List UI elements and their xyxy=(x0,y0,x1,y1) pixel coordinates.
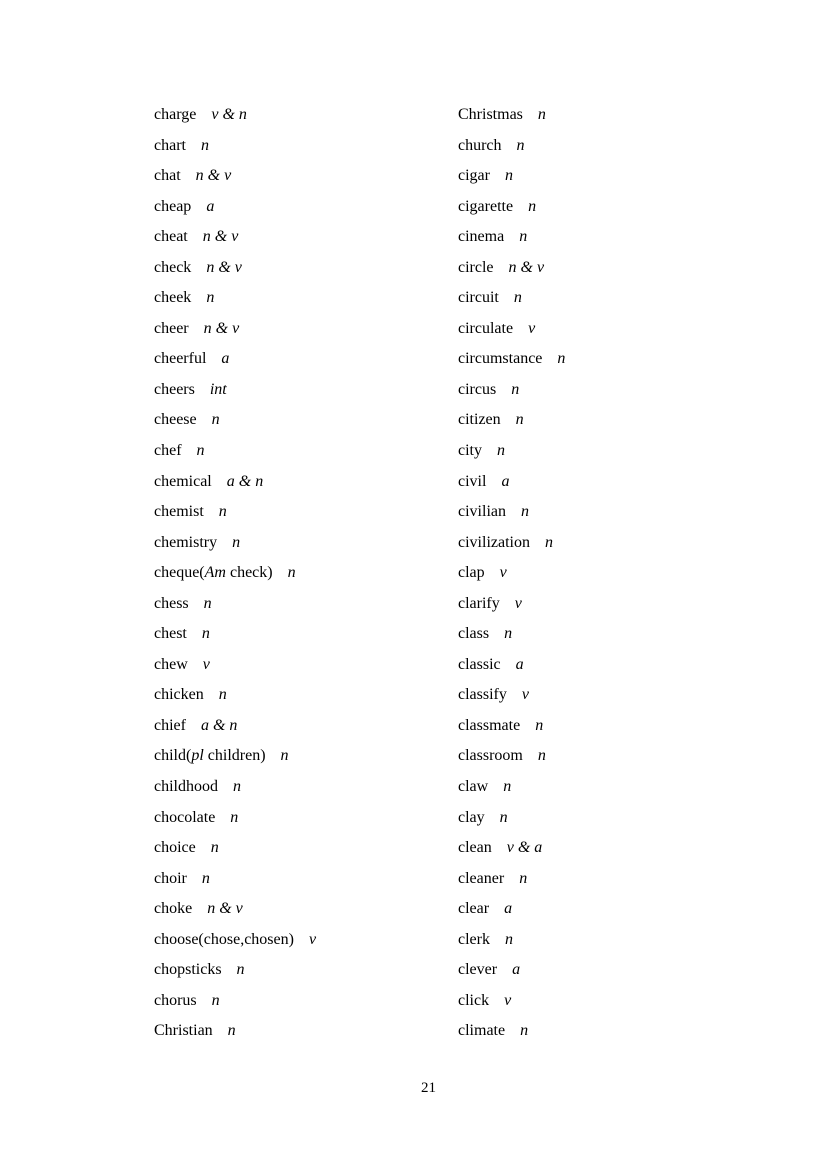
entry-pos: n & v xyxy=(207,900,243,918)
entry-word: circle xyxy=(458,258,494,276)
entry-pos: a xyxy=(221,350,230,368)
entry-pos: n xyxy=(200,136,209,154)
word-entry xyxy=(154,380,316,411)
entry-word: Christian xyxy=(154,1022,213,1040)
entry-word: chemical xyxy=(154,472,212,490)
word-entry xyxy=(458,594,565,625)
entry-word: classmate xyxy=(458,716,521,734)
word-entry xyxy=(154,624,316,655)
entry-word: cheap xyxy=(154,197,192,215)
entry-pos: v xyxy=(521,686,529,704)
entry-pos: a xyxy=(515,655,524,673)
entry-pos: n xyxy=(535,716,544,734)
entry-word: civilian xyxy=(458,503,506,521)
entry-word: clay xyxy=(458,808,485,826)
entry-word: choke xyxy=(154,900,193,918)
word-entry xyxy=(458,166,565,197)
entry-word: clap xyxy=(458,564,485,582)
entry-word: chicken xyxy=(154,686,204,704)
entry-word: chopsticks xyxy=(154,961,222,979)
entry-pos: n xyxy=(557,350,566,368)
entry-pos: n xyxy=(280,747,289,765)
entry-pos: a xyxy=(512,961,521,979)
word-entry xyxy=(458,410,565,441)
entry-word: citizen xyxy=(458,411,501,429)
entry-word: civilization xyxy=(458,533,530,551)
entry-word: climate xyxy=(458,1022,506,1040)
entry-pos: n xyxy=(537,747,546,765)
page-number: 21 xyxy=(421,1080,436,1096)
entry-pos: n xyxy=(528,197,537,215)
entry-word: chess xyxy=(154,594,189,612)
entry-word: choice xyxy=(154,839,196,857)
entry-word: cheerful xyxy=(154,350,207,368)
word-entry xyxy=(154,777,316,808)
entry-pos: n & v xyxy=(203,319,240,337)
entry-word: choose(chose,chosen) xyxy=(154,930,294,948)
entry-word: clear xyxy=(458,900,490,918)
word-entry xyxy=(458,930,565,961)
word-entry xyxy=(154,716,316,747)
entry-pos: v xyxy=(514,594,522,612)
entry-word-italic-part: pl xyxy=(191,747,204,765)
word-entry xyxy=(458,838,565,869)
entry-pos: n xyxy=(511,380,520,398)
entry-pos: n xyxy=(233,778,241,796)
entry-pos: a & n xyxy=(226,472,264,490)
entry-word-italic-part: Am xyxy=(204,564,226,582)
word-entry xyxy=(458,349,565,380)
word-entry xyxy=(458,533,565,564)
entry-pos: v xyxy=(308,930,317,948)
word-entry xyxy=(154,319,316,350)
word-entry xyxy=(458,197,565,228)
entry-pos: v & n xyxy=(211,106,247,123)
entry-pos: n xyxy=(227,1022,236,1040)
entry-pos: n xyxy=(211,411,220,429)
word-list-column-left xyxy=(154,105,316,1052)
word-entry xyxy=(458,105,565,136)
word-entry xyxy=(154,349,316,380)
word-entry xyxy=(154,869,316,900)
entry-word: chew xyxy=(154,655,188,673)
entry-word: childhood xyxy=(154,778,218,796)
word-entry xyxy=(154,197,316,228)
word-entry xyxy=(154,899,316,930)
entry-word: cheese xyxy=(154,411,197,429)
word-entry xyxy=(154,166,316,197)
entry-word: clarify xyxy=(458,594,500,612)
word-entry xyxy=(154,533,316,564)
entry-word: click xyxy=(458,991,490,1009)
word-entry xyxy=(154,105,316,136)
word-entry xyxy=(154,1021,316,1052)
entry-word: child(pl children) xyxy=(154,747,266,765)
entry-word: classic xyxy=(458,655,501,673)
entry-pos: a xyxy=(504,900,513,918)
entry-pos: n xyxy=(499,808,508,826)
entry-word: cheque(Am check) xyxy=(154,564,273,582)
entry-word: circumstance xyxy=(458,350,543,368)
entry-pos: n xyxy=(504,625,513,643)
word-entry xyxy=(458,319,565,350)
word-entry xyxy=(458,685,565,716)
entry-pos: n & v xyxy=(206,258,242,276)
entry-pos: v xyxy=(504,991,512,1009)
word-entry xyxy=(154,960,316,991)
word-entry xyxy=(458,746,565,777)
entry-word: civil xyxy=(458,472,487,490)
word-entry xyxy=(458,991,565,1022)
entry-word: cigar xyxy=(458,167,490,185)
entry-word: cinema xyxy=(458,228,505,246)
entry-pos: n xyxy=(519,869,528,887)
word-entry xyxy=(458,960,565,991)
entry-pos: n xyxy=(513,289,522,307)
word-entry xyxy=(154,502,316,533)
word-entry xyxy=(458,899,565,930)
entry-pos: n xyxy=(537,106,546,123)
entry-pos: n xyxy=(236,961,245,979)
word-entry xyxy=(458,502,565,533)
word-entry xyxy=(458,655,565,686)
entry-word: circus xyxy=(458,380,497,398)
entry-word: chef xyxy=(154,442,182,460)
word-entry xyxy=(458,624,565,655)
entry-word: chocolate xyxy=(154,808,216,826)
entry-word: cheek xyxy=(154,289,192,307)
entry-word: chemistry xyxy=(154,533,218,551)
entry-word: chorus xyxy=(154,991,197,1009)
entry-pos: a xyxy=(501,472,510,490)
word-entry xyxy=(154,594,316,625)
entry-pos: n xyxy=(201,869,210,887)
word-entry xyxy=(458,380,565,411)
entry-pos: n xyxy=(520,1022,529,1040)
entry-pos: n xyxy=(515,411,524,429)
word-entry xyxy=(458,288,565,319)
word-entry xyxy=(458,227,565,258)
entry-pos: n xyxy=(196,442,205,460)
entry-pos: a & n xyxy=(200,716,238,734)
entry-pos: n xyxy=(544,533,553,551)
entry-pos: n & v xyxy=(202,228,239,246)
entry-word: classify xyxy=(458,686,507,704)
entry-pos: n xyxy=(211,991,220,1009)
word-entry xyxy=(458,136,565,167)
entry-word: clean xyxy=(458,839,492,857)
entry-word: circuit xyxy=(458,289,499,307)
entry-pos: n xyxy=(520,503,529,521)
entry-pos: v xyxy=(202,655,210,673)
entry-pos: v xyxy=(499,564,507,582)
word-entry xyxy=(154,655,316,686)
entry-pos: n & v xyxy=(195,167,232,185)
word-entry xyxy=(154,930,316,961)
entry-word: cheer xyxy=(154,319,189,337)
word-list-column-right xyxy=(458,105,565,1052)
word-entry xyxy=(154,441,316,472)
entry-pos: n & v xyxy=(508,258,545,276)
word-entry xyxy=(154,258,316,289)
word-entry xyxy=(154,410,316,441)
entry-word: clever xyxy=(458,961,498,979)
entry-pos: n xyxy=(210,839,219,857)
entry-word: Christmas xyxy=(458,106,523,123)
entry-pos: n xyxy=(232,533,241,551)
word-entry xyxy=(458,1021,565,1052)
entry-pos: n xyxy=(504,930,513,948)
entry-pos: n xyxy=(230,808,239,826)
entry-word: chest xyxy=(154,625,187,643)
word-entry xyxy=(458,472,565,503)
word-entry xyxy=(154,288,316,319)
entry-pos: n xyxy=(516,136,525,154)
entry-pos: a xyxy=(206,197,215,215)
word-entry xyxy=(154,746,316,777)
word-entry xyxy=(458,258,565,289)
entry-word: cleaner xyxy=(458,869,505,887)
word-entry xyxy=(154,991,316,1022)
entry-word: clerk xyxy=(458,930,490,948)
entry-word: claw xyxy=(458,778,489,796)
word-entry xyxy=(154,808,316,839)
word-entry xyxy=(154,227,316,258)
entry-pos: n xyxy=(206,289,215,307)
entry-pos: n xyxy=(287,564,296,582)
entry-pos: n xyxy=(503,778,512,796)
entry-pos: n xyxy=(504,167,513,185)
entry-word: church xyxy=(458,136,502,154)
entry-word: circulate xyxy=(458,319,514,337)
word-entry xyxy=(458,777,565,808)
entry-pos: n xyxy=(218,503,227,521)
entry-pos: int xyxy=(209,380,227,398)
entry-pos: n xyxy=(218,686,227,704)
entry-pos: v xyxy=(528,319,536,337)
entry-pos: n xyxy=(201,625,210,643)
entry-word: chief xyxy=(154,716,186,734)
entry-word: city xyxy=(458,442,482,460)
word-entry xyxy=(154,563,316,594)
entry-word: chemist xyxy=(154,503,204,521)
word-entry xyxy=(458,563,565,594)
word-entry xyxy=(458,716,565,747)
word-entry xyxy=(154,136,316,167)
word-entry xyxy=(154,685,316,716)
entry-pos: v & a xyxy=(506,839,543,857)
entry-word: choir xyxy=(154,869,187,887)
entry-word: cheat xyxy=(154,228,188,246)
entry-word: charge xyxy=(154,106,197,123)
entry-word: class xyxy=(458,625,490,643)
entry-pos: n xyxy=(203,594,212,612)
entry-word: cheers xyxy=(154,380,195,398)
entry-word: chart xyxy=(154,136,186,154)
entry-word: classroom xyxy=(458,747,523,765)
word-entry xyxy=(458,441,565,472)
entry-pos: n xyxy=(497,442,505,460)
word-entry xyxy=(458,869,565,900)
entry-word: check xyxy=(154,258,192,276)
word-entry xyxy=(458,808,565,839)
word-entry xyxy=(154,472,316,503)
entry-word: chat xyxy=(154,167,181,185)
entry-word: cigarette xyxy=(458,197,514,215)
word-entry xyxy=(154,838,316,869)
entry-pos: n xyxy=(519,228,528,246)
